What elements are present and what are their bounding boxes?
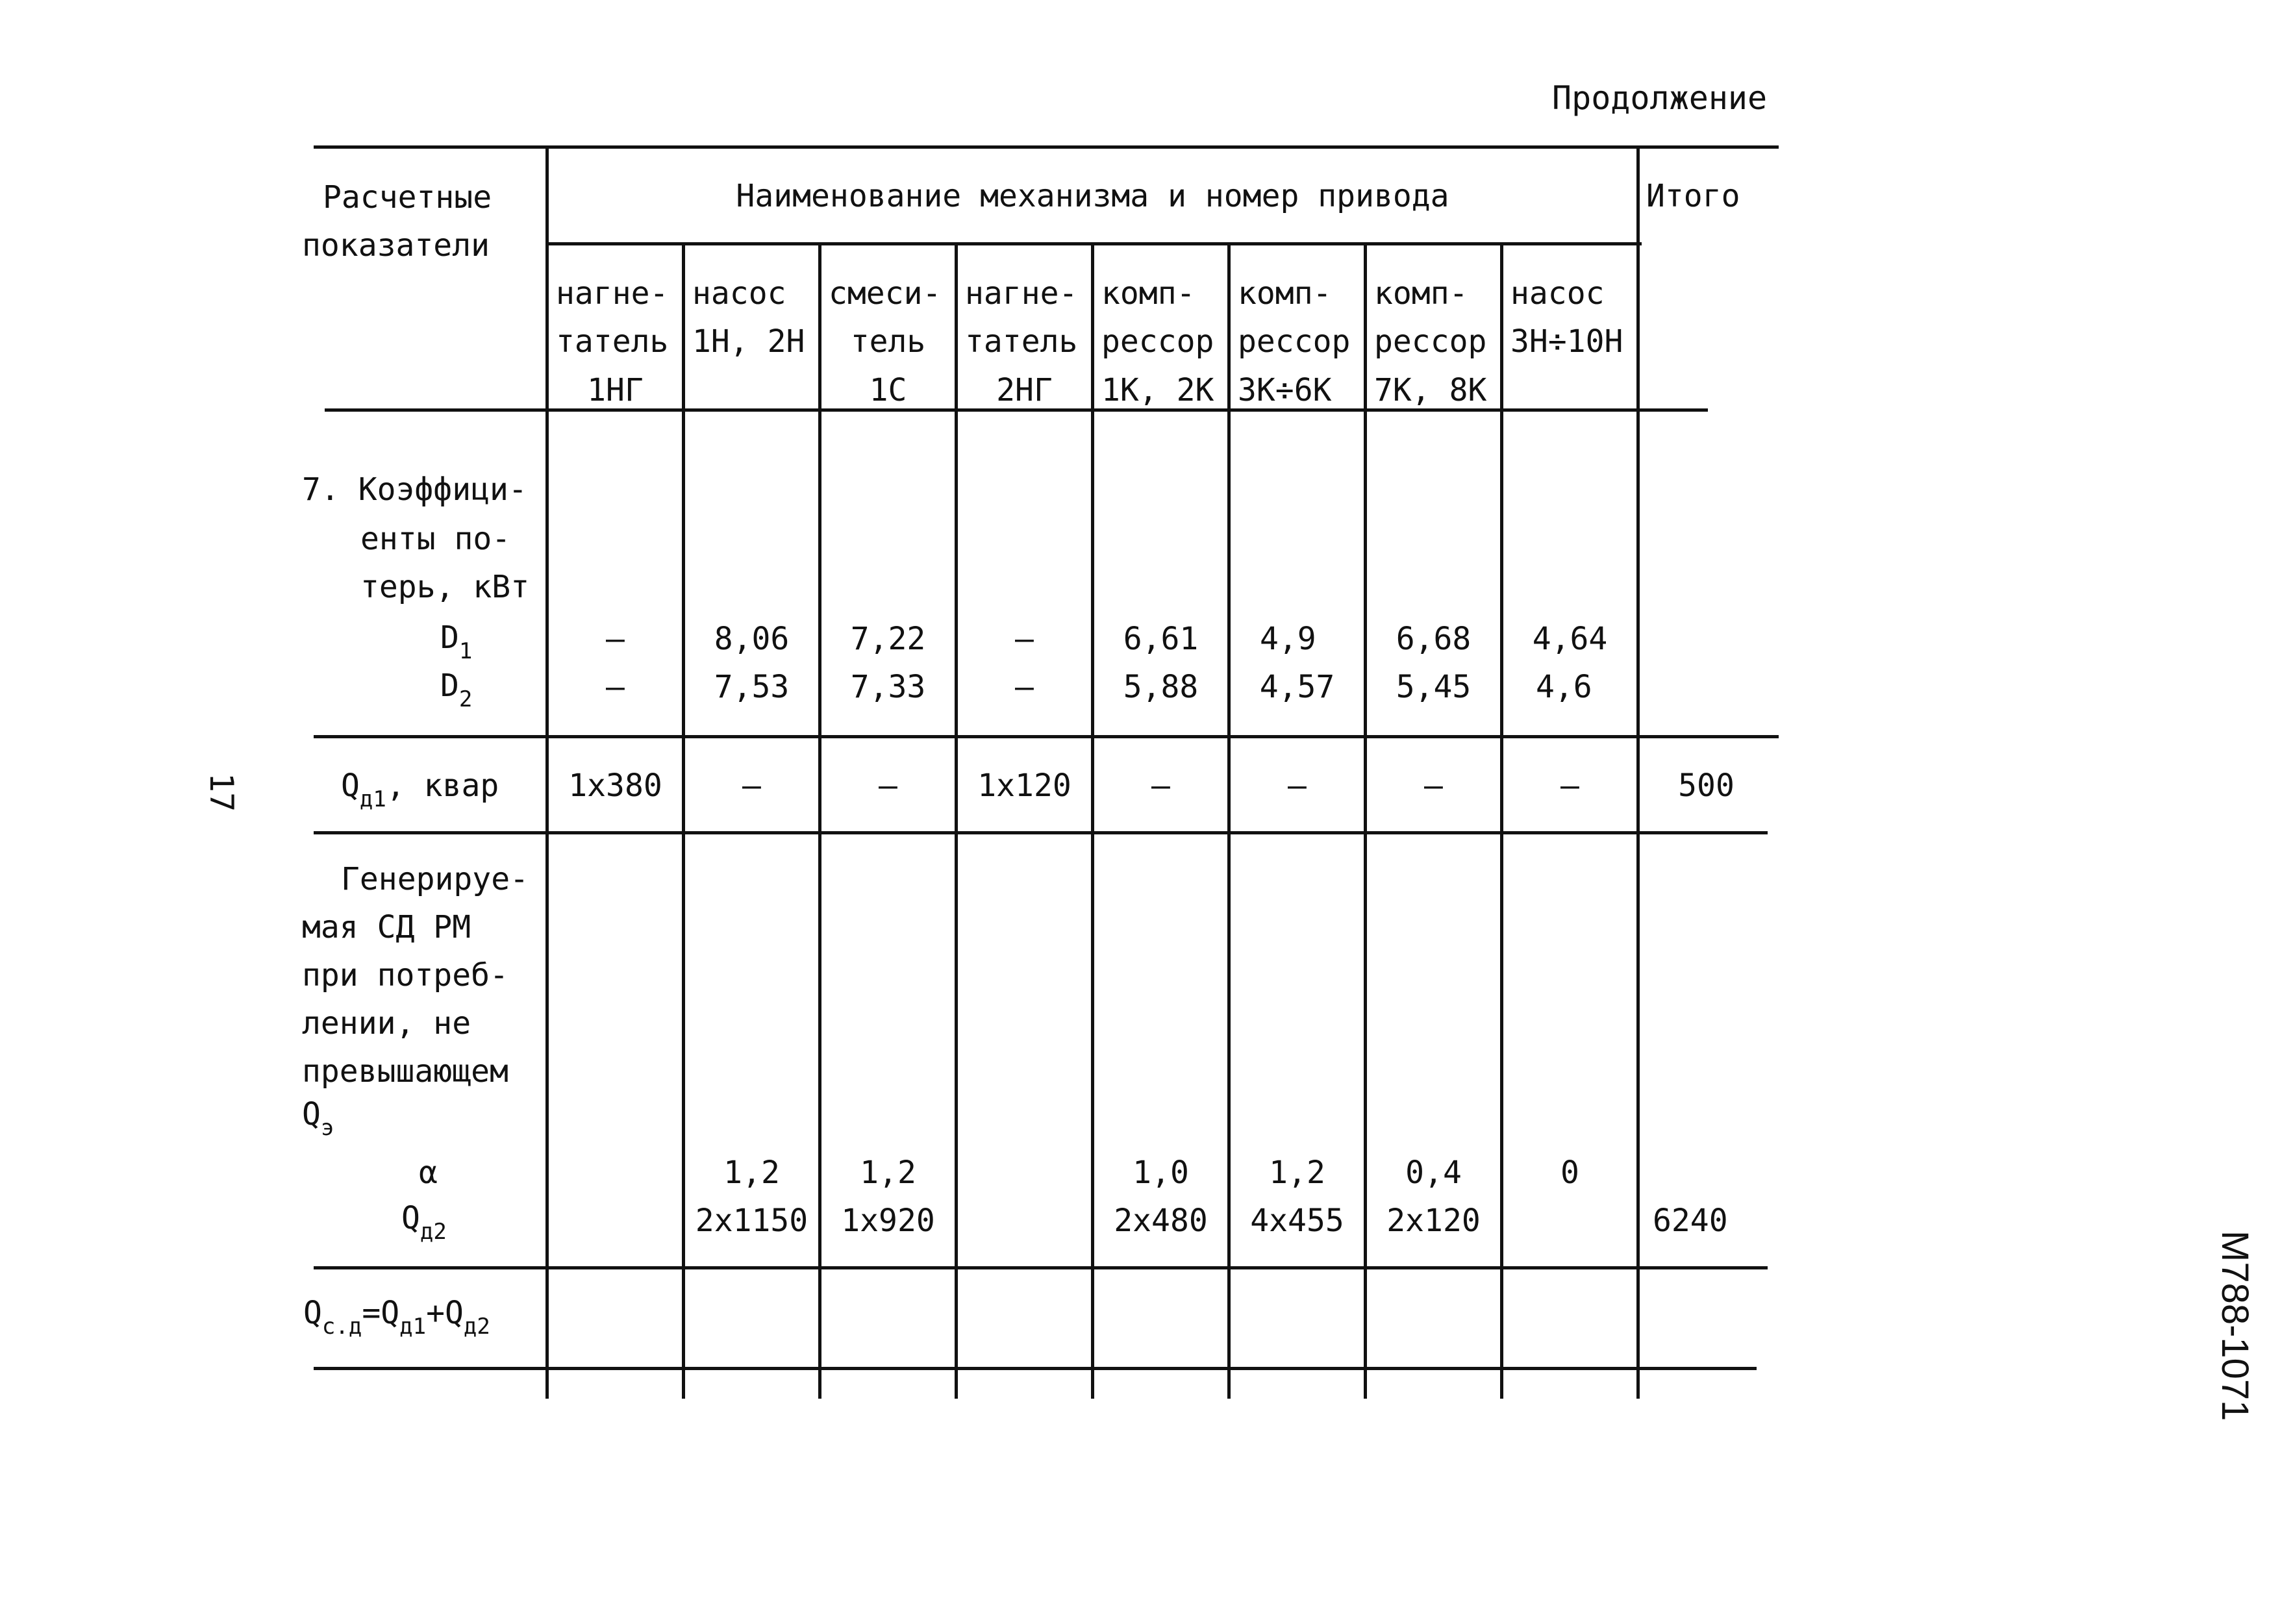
sec7-title-line1: 7. Коэффици- [302,471,527,508]
mech-6-line3: 3К÷6К [1238,372,1332,408]
rule-sec7-bottom [314,735,1779,738]
alpha-value: 1,2 [860,1155,916,1191]
d2-label: $D_2$ [440,668,473,712]
sec7-title-line3: терь, кВт [360,569,530,605]
d1-value: – [606,621,625,657]
alpha-label: α [419,1155,438,1191]
document-code: М788-1071 [2214,1230,2256,1421]
qd1-total: 500 [1678,768,1735,804]
qd1-label: $Q_{д1}$, квар [341,768,499,812]
mech-8-line2: 3Н÷10Н [1510,323,1623,360]
mech-7-line3: 7К, 8К [1374,372,1487,408]
alpha-value: 0,4 [1405,1155,1462,1191]
rule-top [314,145,1779,149]
d1-label: $D_1$ [440,619,473,664]
mech-7-line1: комп- [1374,275,1468,312]
qd1-value: – [879,768,897,804]
sec7-title-line2: енты по- [360,521,511,557]
d2-value: – [606,669,625,705]
d1-value: 4,64 [1532,621,1608,657]
mech-3-line3: 1С [869,372,907,408]
mech-5-line2: рессор [1101,323,1214,360]
qd2-label: $Q_{д2}$ [401,1200,447,1245]
d1-value: 4,9 [1260,621,1316,657]
qd1-value: – [1560,768,1579,804]
d2-value: 5,88 [1123,669,1199,705]
d1-value: 7,22 [850,621,926,657]
qsd-formula: $Q_{с.д}=Q_{д1}+Q_{д2}$ [303,1295,490,1340]
qd2-value: 2х480 [1114,1203,1208,1239]
mech-4-line2: татель [965,323,1078,360]
gen-q-label: $Q_э$ [302,1096,334,1141]
d2-value: 5,45 [1396,669,1472,705]
mech-3-line2: тель [850,323,926,360]
rule-group-bottom [547,242,1642,245]
d2-value: 4,57 [1259,669,1335,705]
alpha-value: 0 [1560,1155,1579,1191]
d1-value: 8,06 [714,621,790,657]
page-number: 17 [203,773,240,812]
qd2-value: 2х120 [1386,1203,1481,1239]
rule-qsd-bottom [314,1367,1757,1370]
qd2-total: 6240 [1653,1203,1728,1239]
d1-value: – [1015,621,1034,657]
continuation-label: Продолжение [1552,79,1768,117]
mech-7-line2: рессор [1374,323,1487,360]
alpha-value: 1,0 [1133,1155,1189,1191]
d1-value: 6,61 [1123,621,1199,657]
header-total: Итого [1646,178,1740,214]
mech-2-line2: 1Н, 2Н [692,323,805,360]
rule-gen-bottom [314,1266,1768,1269]
qd1-value: – [1151,768,1170,804]
header-col0-line2: показатели [302,227,490,264]
mech-5-line3: 1К, 2К [1101,372,1214,408]
d2-value: – [1015,669,1034,705]
qd2-value: 1х920 [841,1203,935,1239]
d2-value: 7,33 [850,669,926,705]
mech-3-line1: смеси- [829,275,942,312]
header-col0-line1: Расчетные [323,179,492,216]
gen-line3: при потреб- [302,957,508,993]
gen-line5: превышающем [302,1053,508,1090]
d1-value: 6,68 [1396,621,1472,657]
gen-line2: мая СД РМ [302,909,471,945]
mech-1-line1: нагне- [556,275,669,312]
mech-4-line3: 2НГ [996,372,1053,408]
d2-value: 7,53 [714,669,790,705]
qd2-value: 2х1150 [695,1203,808,1239]
alpha-value: 1,2 [1269,1155,1325,1191]
qd1-value: 1х120 [977,768,1071,804]
mech-4-line1: нагне- [965,275,1078,312]
mech-1-line3: 1НГ [587,372,644,408]
mech-2-line1: насос [692,275,786,312]
gen-line1: Генерируе- [341,861,529,897]
rule-qd1-bottom [314,831,1768,834]
mech-8-line1: насос [1510,275,1605,312]
mech-1-line2: татель [556,323,669,360]
qd2-value: 4х455 [1250,1203,1344,1239]
mech-6-line1: комп- [1238,275,1332,312]
header-group: Наименование механизма и номер привода [736,178,1449,214]
mech-5-line1: комп- [1101,275,1196,312]
col-rule-7 [1500,242,1503,1399]
qd1-value: – [1424,768,1443,804]
mech-6-line2: рессор [1238,323,1351,360]
d2-value: 4,6 [1536,669,1592,705]
qd1-value: – [1288,768,1307,804]
qd1-value: – [742,768,761,804]
qd1-value: 1х380 [568,768,662,804]
gen-line4: лении, не [302,1005,471,1042]
alpha-value: 1,2 [723,1155,780,1191]
col-rule-3 [955,242,958,1399]
